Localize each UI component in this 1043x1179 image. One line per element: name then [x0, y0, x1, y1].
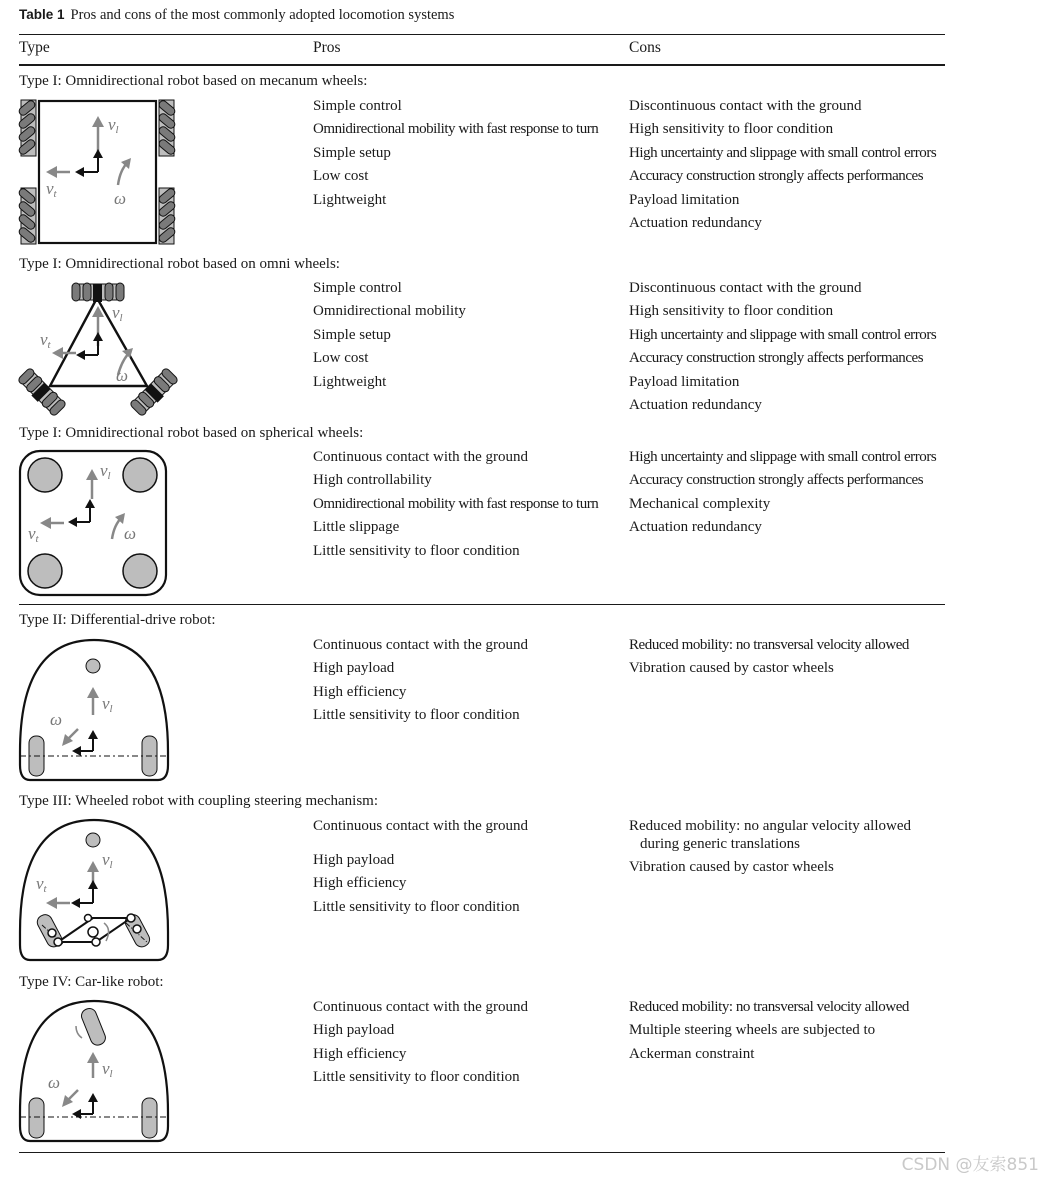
- header-pros: Pros: [313, 39, 341, 56]
- svg-text:ω: ω: [50, 710, 63, 729]
- steering-linkage: [48, 914, 141, 946]
- list-item: Mechanical complexity: [629, 495, 771, 512]
- list-item: High sensitivity to floor condition: [629, 121, 834, 138]
- table-label: Table 1: [19, 7, 65, 22]
- list-item: Little sensitivity to floor condition: [313, 542, 520, 559]
- svg-text:vl: vl: [112, 303, 123, 324]
- list-item: Ackerman constraint: [629, 1045, 755, 1062]
- list-item: High efficiency: [313, 683, 407, 700]
- list-item: Omnidirectional mobility with fast response to turn: [313, 495, 599, 512]
- list-item: Accuracy construction strongly affects performances: [629, 350, 924, 367]
- spherical-wheel: [28, 554, 62, 588]
- row-title: Type IV: Car-like robot:: [19, 974, 164, 990]
- pros-list: [313, 448, 598, 560]
- list-item: Reduced mobility: no transversal velocity allowed: [629, 999, 909, 1015]
- omni-wheel: [17, 367, 67, 416]
- list-item: High efficiency: [313, 875, 407, 892]
- velocity-arrows: [50, 687, 113, 756]
- differential-drive-figure: [16, 637, 172, 785]
- pros-list: [313, 998, 528, 1086]
- spherical-wheel: [123, 458, 157, 492]
- list-item: Simple setup: [313, 326, 391, 343]
- list-item: Little sensitivity to floor condition: [313, 707, 520, 724]
- cons-list: [629, 817, 911, 876]
- list-item: Simple control: [313, 280, 402, 296]
- mecanum-robot-figure: [18, 96, 180, 248]
- list-item: Little sensitivity to floor condition: [313, 1069, 520, 1086]
- svg-text:ω: ω: [48, 1073, 61, 1092]
- pros-list: [313, 636, 528, 724]
- omni-wheel: [129, 367, 179, 416]
- velocity-arrows: [46, 115, 131, 208]
- list-item: Actuation redundancy: [629, 519, 762, 536]
- cons-list: [629, 998, 909, 1063]
- list-item: Continuous contact with the ground: [313, 449, 528, 465]
- svg-text:vt: vt: [46, 179, 57, 200]
- list-item: High efficiency: [313, 1045, 407, 1062]
- spherical-wheel: [123, 554, 157, 588]
- cons-list: [629, 97, 936, 232]
- list-item: Continuous contact with the ground: [313, 637, 528, 653]
- list-item: High uncertainty and slippage with small control errors: [629, 326, 937, 343]
- cons-list: [629, 448, 936, 536]
- svg-text:vl: vl: [108, 115, 119, 136]
- list-item: Lightweight: [313, 191, 387, 208]
- pros-list: [313, 279, 466, 391]
- svg-text:vt: vt: [28, 524, 39, 545]
- row-title: Type II: Differential-drive robot:: [19, 612, 216, 628]
- table-caption: [19, 7, 454, 24]
- castor-wheel: [86, 659, 100, 673]
- list-item: Actuation redundancy: [629, 396, 762, 413]
- svg-text:vt: vt: [36, 874, 47, 895]
- list-item: Lightweight: [313, 373, 387, 390]
- list-item: Vibration caused by castor wheels: [629, 660, 834, 677]
- list-item: Omnidirectional mobility with fast response to turn: [313, 121, 599, 138]
- list-item: Omnidirectional mobility: [313, 303, 466, 320]
- list-item: during generic translations: [640, 836, 800, 852]
- omni-wheel: [72, 283, 124, 302]
- watermark: CSDN @友索851: [901, 1155, 1039, 1175]
- list-item: Low cost: [313, 350, 369, 367]
- mecanum-wheel: [18, 187, 36, 244]
- list-item: Actuation redundancy: [629, 214, 762, 231]
- table-caption-text: Pros and cons of the most commonly adopted locomotion systems: [70, 7, 455, 23]
- svg-text:vl: vl: [102, 1059, 113, 1080]
- list-item: Vibration caused by castor wheels: [629, 859, 834, 876]
- bottom-rule: [19, 1152, 945, 1153]
- spherical-wheel: [28, 458, 62, 492]
- svg-text:vl: vl: [102, 850, 113, 871]
- list-item: Discontinuous contact with the ground: [629, 98, 862, 114]
- pros-list: [313, 817, 528, 916]
- list-item: Discontinuous contact with the ground: [629, 280, 862, 296]
- pros-list: [313, 97, 598, 209]
- svg-text:vl: vl: [100, 461, 111, 482]
- svg-text:vt: vt: [40, 330, 51, 351]
- list-item: High payload: [313, 1022, 395, 1039]
- velocity-arrows: [48, 1052, 113, 1119]
- list-item: Accuracy construction strongly affects performances: [629, 472, 924, 489]
- svg-text:ω: ω: [114, 189, 127, 208]
- header-type: Type: [19, 39, 50, 56]
- svg-text:ω: ω: [124, 524, 137, 543]
- row-title: Type I: Omnidirectional robot based on spherical wheels:: [19, 425, 364, 441]
- mecanum-wheel: [158, 99, 177, 156]
- list-item: High controllability: [313, 472, 432, 489]
- list-item: Continuous contact with the ground: [313, 818, 528, 834]
- row-title: Type I: Omnidirectional robot based on mecanum wheels:: [19, 73, 368, 89]
- row-title: Type III: Wheeled robot with coupling steering mechanism:: [19, 793, 378, 809]
- list-item: Reduced mobility: no transversal velocity allowed: [629, 637, 909, 653]
- section-rule: [19, 604, 945, 605]
- list-item: Reduced mobility: no angular velocity allowed: [629, 818, 912, 834]
- drive-wheel: [142, 1098, 157, 1138]
- header-rule: [19, 64, 945, 66]
- list-item: High payload: [313, 660, 395, 677]
- list-item: Multiple steering wheels are subjected to: [629, 1022, 876, 1039]
- list-item: Continuous contact with the ground: [313, 999, 528, 1015]
- top-rule: [19, 34, 945, 35]
- svg-text:vl: vl: [102, 694, 113, 715]
- list-item: High uncertainty and slippage with small control errors: [629, 144, 937, 161]
- castor-wheel: [86, 833, 100, 847]
- list-item: Little sensitivity to floor condition: [313, 898, 520, 915]
- steering-wheel: [79, 1006, 107, 1047]
- header-cons: Cons: [629, 39, 661, 56]
- drive-wheel: [29, 1098, 44, 1138]
- list-item: Payload limitation: [629, 373, 740, 390]
- list-item: High payload: [313, 852, 395, 868]
- list-item: Payload limitation: [629, 191, 740, 208]
- mecanum-wheel: [18, 99, 36, 156]
- cons-list: [629, 636, 909, 677]
- list-item: High uncertainty and slippage with small control errors: [629, 449, 937, 465]
- velocity-arrows: [36, 850, 113, 909]
- omni-robot-figure: [16, 280, 180, 416]
- list-item: Simple control: [313, 98, 402, 114]
- list-item: Low cost: [313, 168, 369, 185]
- cons-list: [629, 279, 936, 414]
- list-item: Little slippage: [313, 519, 400, 536]
- car-like-robot-figure: [16, 998, 172, 1146]
- list-item: High sensitivity to floor condition: [629, 303, 834, 320]
- list-item: Simple setup: [313, 144, 391, 161]
- row-title: Type I: Omnidirectional robot based on omni wheels:: [19, 256, 340, 272]
- spherical-robot-figure: [18, 449, 168, 597]
- mecanum-wheel: [158, 187, 177, 244]
- coupling-steering-figure: [16, 817, 172, 965]
- list-item: Accuracy construction strongly affects performances: [629, 168, 924, 185]
- svg-text:ω: ω: [116, 366, 129, 385]
